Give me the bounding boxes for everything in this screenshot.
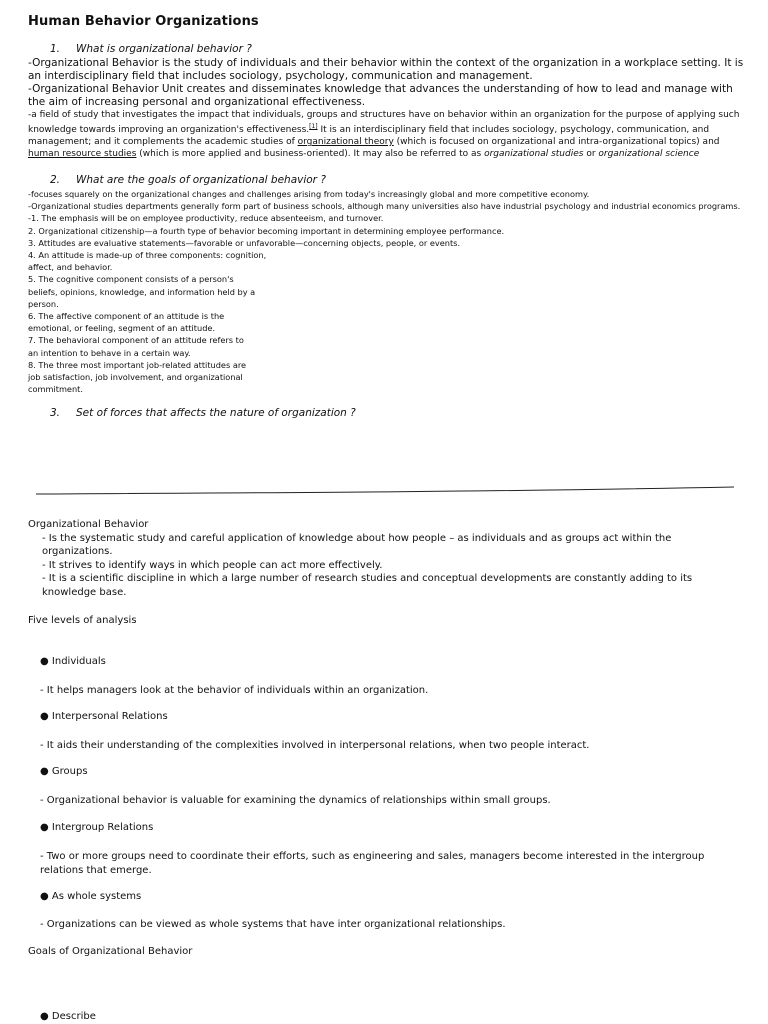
- p3-part-e: or: [583, 149, 599, 159]
- level-desc-whole-systems: - Organizations can be viewed as whole systems that have inter organizational relationships.: [40, 919, 506, 930]
- goals-heading: Goals of Organizational Behavior: [28, 946, 193, 957]
- question-2-number: 2.: [50, 174, 61, 186]
- level-bullet-whole-systems: ● As whole systems: [40, 891, 142, 902]
- section1-paragraph-3: [28, 109, 750, 160]
- goal-item-1: -1. The emphasis will be on employee productivity, reduce absenteeism, and turnover.: [28, 213, 384, 224]
- goals-bullet-describe: ● Describe: [40, 1011, 96, 1022]
- page-title: Human Behavior Organizations: [28, 14, 259, 29]
- p3-part-d: (which is more applied and business-oriented). It may also be referred to as: [136, 149, 485, 159]
- section2-paragraph-2: -Organizational studies departments generally form part of business schools, although many universities also have industrial psychology and industrial economics programs.: [28, 201, 741, 212]
- level-bullet-interpersonal: ● Interpersonal Relations: [40, 711, 168, 722]
- level-desc-interpersonal: - It aids their understanding of the complexities involved in interpersonal relations, when two people interact.: [40, 740, 590, 751]
- goal-item-7: 7. The behavioral component of an attitude refers to an intention to behave in a certain way.: [28, 335, 244, 358]
- question-2: [50, 174, 750, 186]
- link-organizational-theory[interactable]: organizational theory: [297, 137, 394, 147]
- p3-part-c: (which is focused on organizational and intra-organizational topics) and: [393, 137, 720, 147]
- question-3-text: Set of forces that affects the nature of organization ?: [76, 407, 356, 420]
- goal-item-3: 3. Attitudes are evaluative statements—favorable or unfavorable—concerning objects, people, or events.: [28, 237, 461, 248]
- section1-paragraph-2: -Organizational Behavior Unit creates and disseminates knowledge that advances the understanding of how to lead and manage with the aim of increasing personal and organizational effectiveness.: [28, 83, 733, 108]
- ob-line-2: - It strives to identify ways in which people can act more effectively.: [42, 559, 383, 571]
- question-3-number: 3.: [50, 407, 61, 420]
- level-bullet-individuals: ● Individuals: [40, 656, 106, 667]
- level-bullet-intergroup: ● Intergroup Relations: [40, 822, 154, 833]
- question-1-number: 1.: [50, 43, 61, 55]
- level-bullet-groups: ● Groups: [40, 766, 88, 777]
- citation-ref[interactable]: [1]: [309, 123, 318, 130]
- question-3: [50, 407, 750, 419]
- question-1: [50, 43, 750, 55]
- question-1-text: What is organizational behavior ?: [76, 43, 252, 55]
- question-2-text: What are the goals of organizational behavior ?: [76, 174, 326, 186]
- ob-line-1: - Is the systematic study and careful application of knowledge about how people – as individuals and as groups act within the organizations.: [42, 532, 672, 557]
- p3-part-a: -a field of study that investigates the impact that individuals, groups and structures have on behavior within an organization for the purpose of applying such knowledge towards improving an organization's effectiveness.: [28, 110, 740, 135]
- goal-item-4: 4. An attitude is made-up of three components: cognition, affect, and behavior.: [28, 250, 267, 273]
- p3-part-b: It is an interdisciplinary field that includes sociology, psychology, communication, and management; and it complements the academic studies of: [28, 125, 710, 147]
- link-human-resource-studies[interactable]: human resource studies: [28, 149, 137, 159]
- ob-section: [28, 518, 728, 599]
- levels-heading: Five levels of analysis: [28, 615, 137, 626]
- goal-item-5: 5. The cognitive component consists of a person's beliefs, opinions, knowledge, and information held by a person.: [28, 274, 256, 309]
- goal-item-8: 8. The three most important job-related attitudes are job satisfaction, job involvement, and organizational commitment.: [28, 359, 247, 395]
- section2-paragraph-1: -focuses squarely on the organizational changes and challenges arising from today's increasingly global and more competitive economy.: [28, 189, 590, 199]
- document-page: [28, 14, 750, 419]
- section1-paragraph-1: -Organizational Behavior is the study of individuals and their behavior within the context of the organization in a workplace setting. It is an interdisciplinary field that includes sociology, psychology, communication and management.: [28, 57, 744, 82]
- level-desc-groups: - Organizational behavior is valuable for examining the dynamics of relationships within small groups.: [40, 795, 551, 806]
- ob-line-3: - It is a scientific discipline in which a large number of research studies and conceptual developments are constantly adding to its knowledge base.: [42, 573, 693, 598]
- term-organizational-studies: organizational studies: [484, 149, 584, 159]
- horizontal-rule: [36, 486, 734, 496]
- level-desc-individuals: - It helps managers look at the behavior of individuals within an organization.: [40, 685, 429, 696]
- level-desc-intergroup: - Two or more groups need to coordinate their efforts, such as engineering and sales, managers become interested in the intergroup relations that emerge.: [40, 851, 705, 876]
- term-organizational-science: organizational science: [598, 149, 700, 159]
- ob-heading: Organizational Behavior: [28, 519, 149, 530]
- goal-item-2: 2. Organizational citizenship—a fourth type of behavior becoming important in determining employee performance.: [28, 225, 505, 236]
- goal-item-6: 6. The affective component of an attitude is the emotional, or feeling, segment of an attitude.: [28, 311, 225, 334]
